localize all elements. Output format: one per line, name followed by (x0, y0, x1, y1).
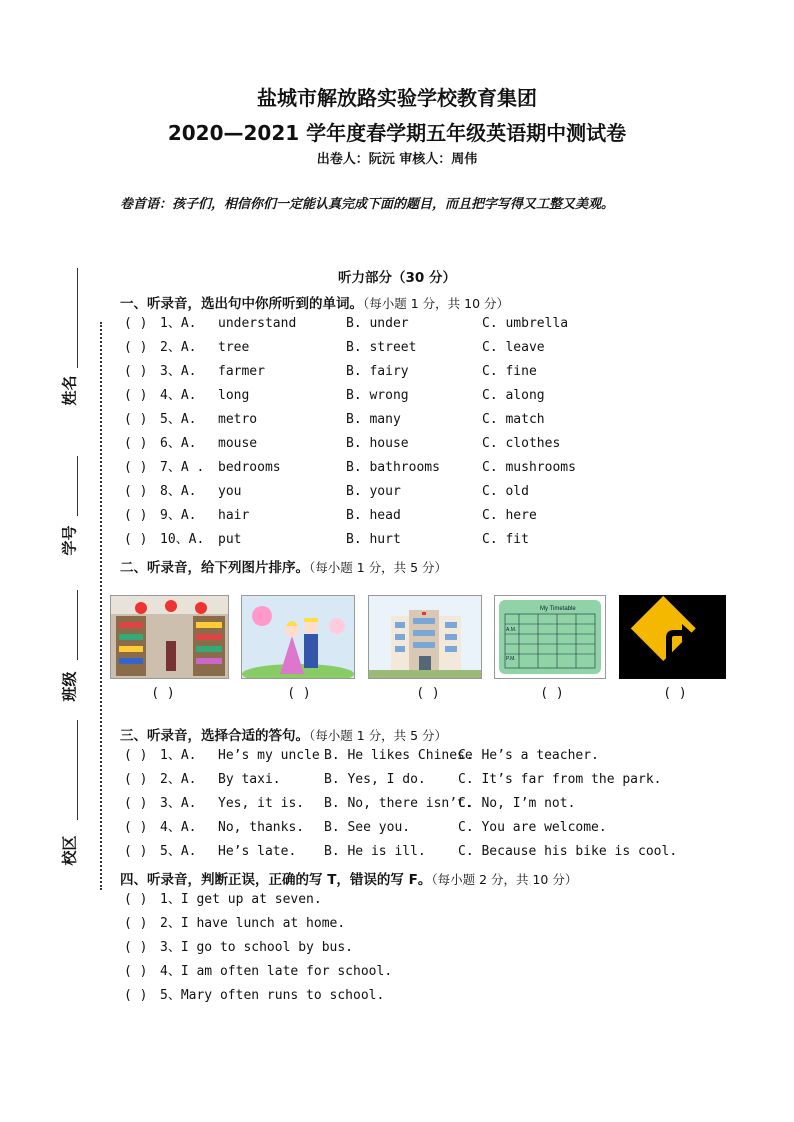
timetable-picture (494, 595, 606, 679)
answer-blank[interactable]: ( ) (124, 772, 148, 787)
option-b: B. street (346, 340, 417, 355)
section1-title (120, 292, 509, 312)
option-a: bedrooms (218, 460, 281, 475)
section3-title-text: 三、听录音，选择合适的答句。 (120, 728, 309, 744)
question-number: 4、A. (160, 820, 197, 835)
option-a: understand (218, 316, 297, 331)
option-b: B. head (346, 508, 401, 523)
timetable-title: My Timetable (540, 606, 576, 612)
answer-blank[interactable]: ( ) (124, 964, 148, 979)
option-a: He’s late. (218, 844, 297, 859)
option-c: C. leave (482, 340, 545, 355)
section3-note: （每小题 1 分，共 5 分） (309, 728, 448, 743)
option-c: C. fine (482, 364, 537, 379)
statement-text: 3、I go to school by bus. (160, 940, 354, 955)
judge-row (124, 888, 764, 912)
answer-blank[interactable]: ( ) (124, 340, 148, 355)
option-c: C. It’s far from the park. (458, 772, 662, 787)
option-c: C. along (482, 388, 545, 403)
section4-title (120, 868, 577, 888)
answer-blank[interactable]: ( ) (124, 508, 148, 523)
question-row (124, 384, 764, 408)
question-row (124, 312, 764, 336)
building-picture (368, 595, 482, 679)
question-row (124, 408, 764, 432)
option-b: B. your (346, 484, 401, 499)
question-number: 3、A. (160, 364, 197, 379)
option-a: mouse (218, 436, 258, 451)
question-row (124, 528, 764, 552)
picture1-answer[interactable]: ( ) (151, 686, 175, 701)
answer-blank[interactable]: ( ) (124, 316, 148, 331)
question-number: 2、A. (160, 340, 197, 355)
question-number: 5、A. (160, 844, 197, 859)
section4-title-text: 四、听录音，判断正误，正确的写 T，错误的写 F。 (120, 872, 432, 888)
option-a: By taxi. (218, 772, 281, 787)
question-row (124, 768, 764, 792)
answer-blank[interactable]: ( ) (124, 988, 148, 1003)
question-number: 4、A. (160, 388, 197, 403)
question-number: 1、A. (160, 748, 197, 763)
question-row (124, 480, 764, 504)
question-number: 1、A. (160, 316, 197, 331)
option-a: long (218, 388, 250, 403)
exam-title: 2020—2021 学年度春学期五年级英语期中测试卷 (167, 121, 627, 145)
answer-blank[interactable]: ( ) (124, 364, 148, 379)
section2-title-text: 二、听录音，给下列图片排序。 (120, 560, 309, 576)
picture4-answer[interactable]: ( ) (540, 686, 564, 701)
statement-text: 1、I get up at seven. (160, 892, 322, 907)
answer-blank[interactable]: ( ) (124, 436, 148, 451)
option-a: Yes, it is. (218, 796, 305, 811)
option-a: tree (218, 340, 250, 355)
question-number: 7、A . (160, 460, 205, 475)
question-row (124, 336, 764, 360)
option-b: B. under (346, 316, 409, 331)
listening-title: 听力部分（30 分） (338, 270, 456, 286)
option-c: C. You are welcome. (458, 820, 607, 835)
section1-note: （每小题 1 分，共 10 分） (363, 296, 510, 311)
question-row (124, 504, 764, 528)
option-b: B. No, there isn’t. (324, 796, 473, 811)
statement-text: 2、I have lunch at home. (160, 916, 346, 931)
question-number: 5、A. (160, 412, 197, 427)
prince-princess-picture (241, 595, 355, 679)
answer-blank[interactable]: ( ) (124, 412, 148, 427)
option-c: C. Because his bike is cool. (458, 844, 678, 859)
picture2-answer[interactable]: ( ) (287, 686, 311, 701)
exam-authors: 出卷人：阮沅 审核人：周伟 (316, 152, 478, 167)
option-a: He’s my uncle (218, 748, 320, 763)
name-label: 姓名 (60, 375, 79, 406)
option-c: C. here (482, 508, 537, 523)
answer-blank[interactable]: ( ) (124, 460, 148, 475)
answer-blank[interactable]: ( ) (124, 916, 148, 931)
campus-label: 校区 (60, 835, 79, 866)
question-number: 9、A. (160, 508, 197, 523)
timetable-pm: P.M. (506, 656, 516, 662)
question-row (124, 792, 764, 816)
option-b: B. many (346, 412, 401, 427)
option-b: B. He likes Chinese (324, 748, 473, 763)
school-name: 盐城市解放路实验学校教育集团 (257, 86, 537, 110)
section4-note: （每小题 2 分，共 10 分） (431, 872, 578, 887)
option-a: hair (218, 508, 250, 523)
answer-blank[interactable]: ( ) (124, 820, 148, 835)
intro-text: 卷首语：孩子们，相信你们一定能认真完成下面的题目，而且把字写得又工整又美观。 (120, 197, 615, 212)
question-number: 6、A. (160, 436, 197, 451)
answer-blank[interactable]: ( ) (124, 748, 148, 763)
judge-row (124, 912, 764, 936)
option-b: B. See you. (324, 820, 411, 835)
section3-title (120, 724, 447, 744)
judge-row (124, 984, 764, 1008)
question-row (124, 456, 764, 480)
option-c: C. old (482, 484, 529, 499)
question-number: 3、A. (160, 796, 197, 811)
timetable-am: A.M. (506, 627, 517, 633)
id-label: 学号 (60, 525, 79, 556)
option-a: put (218, 532, 242, 547)
answer-blank[interactable]: ( ) (124, 892, 148, 907)
answer-blank[interactable]: ( ) (124, 388, 148, 403)
judge-row (124, 936, 764, 960)
answer-blank[interactable]: ( ) (124, 484, 148, 499)
answer-blank[interactable]: ( ) (124, 532, 148, 547)
option-c: C. mushrooms (482, 460, 576, 475)
question-row (124, 840, 764, 864)
supermarket-picture (110, 595, 229, 679)
option-b: B. wrong (346, 388, 409, 403)
option-b: B. fairy (346, 364, 409, 379)
statement-text: 4、I am often late for school. (160, 964, 393, 979)
question-row (124, 744, 764, 768)
option-b: B. He is ill. (324, 844, 426, 859)
answer-blank[interactable]: ( ) (124, 844, 148, 859)
judge-row (124, 960, 764, 984)
campus-line (77, 720, 78, 820)
option-b: B. Yes, I do. (324, 772, 426, 787)
option-c: C. fit (482, 532, 529, 547)
section1-title-text: 一、听录音，选出句中你所听到的单词。 (120, 296, 363, 312)
option-c: C. clothes (482, 436, 561, 451)
id-line (77, 456, 78, 516)
question-row (124, 816, 764, 840)
option-a: metro (218, 412, 258, 427)
option-a: you (218, 484, 242, 499)
option-c: C. He’s a teacher. (458, 748, 599, 763)
option-b: B. house (346, 436, 409, 451)
section2-note: （每小题 1 分，共 5 分） (309, 560, 448, 575)
option-c: C. umbrella (482, 316, 569, 331)
question-number: 2、A. (160, 772, 197, 787)
question-row (124, 360, 764, 384)
option-c: C. match (482, 412, 545, 427)
option-b: B. bathrooms (346, 460, 440, 475)
picture3-answer[interactable]: ( ) (416, 686, 440, 701)
class-label: 班级 (60, 671, 79, 702)
option-c: C. No, I’m not. (458, 796, 576, 811)
turn-right-sign-picture (619, 595, 726, 679)
question-number: 8、A. (160, 484, 197, 499)
answer-blank[interactable]: ( ) (124, 940, 148, 955)
answer-blank[interactable]: ( ) (124, 796, 148, 811)
section2-title (120, 556, 447, 576)
statement-text: 5、Mary often runs to school. (160, 988, 385, 1003)
question-row (124, 432, 764, 456)
picture5-answer[interactable]: ( ) (663, 686, 687, 701)
question-number: 10、A. (160, 532, 205, 547)
option-a: No, thanks. (218, 820, 305, 835)
binding-dotted-line (100, 322, 102, 890)
class-line (77, 590, 78, 660)
option-b: B. hurt (346, 532, 401, 547)
option-a: farmer (218, 364, 265, 379)
